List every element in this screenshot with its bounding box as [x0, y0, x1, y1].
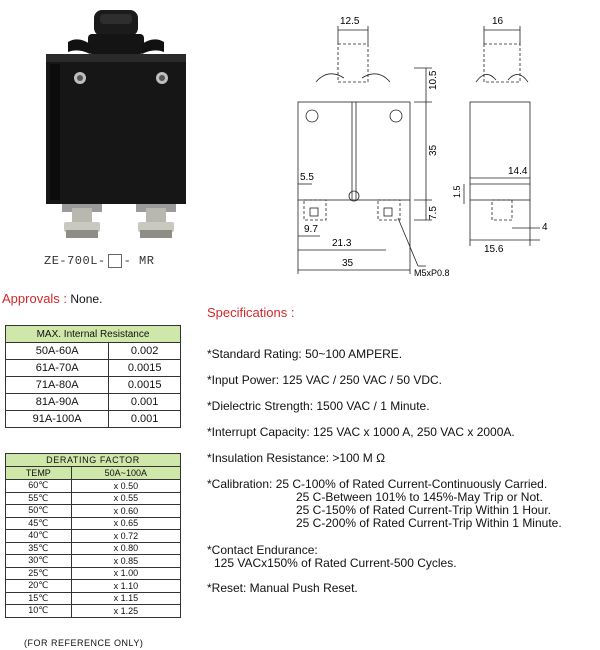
- temp-cell: 55℃: [6, 492, 72, 505]
- derating-title: DERATING FACTOR: [6, 454, 181, 467]
- derating-factor-table: [5, 453, 181, 618]
- factor-cell: x 0.72: [71, 530, 180, 543]
- dim-total-width: 35: [342, 258, 354, 269]
- resistance-cell: 0.0015: [109, 377, 181, 394]
- spec-standard-rating: *Standard Rating: 50~100 AMPERE.: [207, 347, 403, 361]
- table-row: [6, 542, 181, 555]
- range-cell: 61A-70A: [6, 360, 109, 377]
- table-row: [6, 605, 181, 618]
- contact-value: 125 VACx150% of Rated Current-500 Cycles.: [214, 556, 457, 570]
- specifications-title: Specifications :: [207, 305, 295, 320]
- factor-cell: x 1.15: [71, 592, 180, 605]
- factor-cell: x 0.50: [71, 480, 180, 493]
- range-cell: 91A-100A: [6, 411, 109, 428]
- front-view-drawing: [286, 8, 450, 278]
- temp-cell: 20℃: [6, 580, 72, 593]
- factor-cell: x 0.60: [71, 505, 180, 518]
- range-cell: 71A-80A: [6, 377, 109, 394]
- model-blank-box: [108, 254, 122, 268]
- calibration-line: 25 C-150% of Rated Current-Trip Within 1 Hour.: [296, 503, 551, 517]
- spec-reset: *Reset: Manual Push Reset.: [207, 581, 358, 595]
- calibration-line: *Calibration: 25 C-100% of Rated Current-Continuously Carried.: [207, 477, 548, 491]
- model-suffix: - MR: [123, 254, 155, 268]
- table-row: [6, 377, 181, 394]
- calibration-line: 25 C-200% of Rated Current-Trip Within 1 Minute.: [296, 516, 562, 530]
- contact-title: *Contact Endurance:: [207, 543, 318, 557]
- table-row: [6, 360, 181, 377]
- table-row: [6, 480, 181, 493]
- dim-side-total-depth: 15.6: [484, 244, 504, 255]
- table-row: [6, 343, 181, 360]
- temp-cell: 35℃: [6, 542, 72, 555]
- dim-terminal-spacing: 21.3: [332, 238, 352, 249]
- temp-cell: 45℃: [6, 517, 72, 530]
- dim-side-terminal-depth: 4: [542, 222, 548, 233]
- reference-note: (FOR REFERENCE ONLY): [24, 638, 144, 648]
- approvals-value: None.: [70, 292, 103, 306]
- col-range: 50A~100A: [71, 467, 180, 480]
- temp-cell: 50℃: [6, 505, 72, 518]
- factor-cell: x 0.65: [71, 517, 180, 530]
- table-row: [6, 567, 181, 580]
- table-row: [6, 517, 181, 530]
- factor-cell: x 0.85: [71, 555, 180, 568]
- table-row: [6, 394, 181, 411]
- resistance-cell: 0.001: [109, 411, 181, 428]
- dim-body-height: 35: [428, 144, 439, 156]
- resistance-cell: 0.002: [109, 343, 181, 360]
- approvals: [2, 291, 102, 306]
- temp-cell: 15℃: [6, 592, 72, 605]
- dim-top-height: 10.5: [428, 70, 439, 90]
- approvals-label: Approvals :: [2, 291, 68, 306]
- max-resistance-table: [5, 325, 181, 428]
- resistance-cell: 0.0015: [109, 360, 181, 377]
- dim-screw: M5xP0.8: [414, 268, 450, 278]
- calibration-line: 25 C-Between 101% to 145%-May Trip or Not.: [296, 490, 543, 504]
- spec-calibration: [207, 478, 562, 530]
- spec-dielectric: *Dielectric Strength: 1500 VAC / 1 Minute.: [207, 399, 430, 413]
- factor-cell: x 0.80: [71, 542, 180, 555]
- factor-cell: x 1.25: [71, 605, 180, 618]
- range-cell: 50A-60A: [6, 343, 109, 360]
- side-view-drawing: [452, 8, 596, 258]
- factor-cell: x 0.55: [71, 492, 180, 505]
- temp-cell: 60℃: [6, 480, 72, 493]
- factor-cell: x 1.00: [71, 567, 180, 580]
- table-row: [6, 580, 181, 593]
- dim-left-offset: 5.5: [300, 172, 314, 183]
- dim-base-height: 7.5: [428, 206, 439, 220]
- table-row: [6, 411, 181, 428]
- model-prefix: ZE-700L-: [44, 254, 106, 268]
- circuit-breaker-photo: [28, 8, 204, 248]
- dim-side-top-width: 16: [492, 16, 504, 27]
- temp-cell: 30℃: [6, 555, 72, 568]
- factor-cell: x 1.10: [71, 580, 180, 593]
- table-row: [6, 555, 181, 568]
- spec-interrupt: *Interrupt Capacity: 125 VAC x 1000 A, 250 VAC x 2000A.: [207, 425, 515, 439]
- table-row: [6, 492, 181, 505]
- dim-side-thickness: 1.5: [452, 185, 462, 198]
- dim-terminal-offset: 9.7: [304, 224, 318, 235]
- dim-top-width: 12.5: [340, 16, 360, 27]
- resistance-cell: 0.001: [109, 394, 181, 411]
- spec-contact: [207, 544, 457, 570]
- spec-input-power: *Input Power: 125 VAC / 250 VAC / 50 VDC.: [207, 373, 443, 387]
- spec-insulation: *Insulation Resistance: >100 M Ω: [207, 451, 386, 465]
- temp-cell: 40℃: [6, 530, 72, 543]
- col-temp: TEMP: [6, 467, 72, 480]
- table-row: [6, 505, 181, 518]
- table-row: [6, 530, 181, 543]
- temp-cell: 25℃: [6, 567, 72, 580]
- model-code: [44, 254, 154, 268]
- resistance-table-header: MAX. Internal Resistance: [6, 326, 181, 343]
- dim-side-inner-width: 14.4: [508, 166, 528, 177]
- range-cell: 81A-90A: [6, 394, 109, 411]
- table-row: [6, 592, 181, 605]
- temp-cell: 10℃: [6, 605, 72, 618]
